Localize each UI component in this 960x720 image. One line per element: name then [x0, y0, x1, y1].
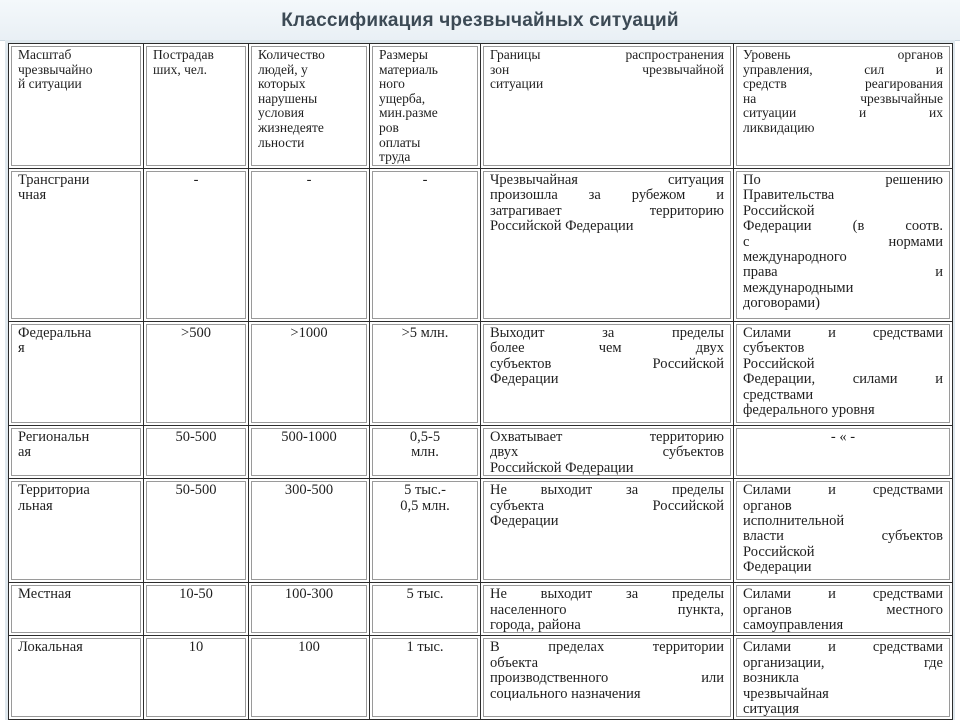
- damage-cell: [370, 169, 481, 322]
- cell-line: Федеральна: [18, 325, 92, 341]
- header-cell-borders: [481, 44, 734, 169]
- cell-line: Федерации (в соотв.: [743, 218, 943, 235]
- table-frame: [5, 40, 955, 720]
- level-cell: [734, 322, 953, 426]
- cell-line: Федерации: [743, 559, 812, 576]
- cell-line: затрагивает территорию: [490, 202, 724, 219]
- cell-line: федерального уровня: [743, 402, 875, 419]
- cell-line: средств реагирования: [743, 76, 943, 92]
- cell-line: й ситуации: [18, 76, 82, 92]
- cell-line: Федерации: [490, 371, 559, 388]
- cell-line: я: [18, 340, 25, 357]
- cell-line: 0,5-5: [409, 429, 441, 445]
- damage-cell: [370, 583, 481, 636]
- cell-line: международного: [743, 249, 847, 266]
- cell-line: Федерации: [490, 513, 559, 530]
- cell-line: Российской Федерации: [490, 218, 634, 235]
- level-cell: [734, 479, 953, 583]
- cell-line: Региональн: [18, 429, 90, 445]
- table-row: [9, 169, 953, 322]
- cell-line: ших, чел.: [153, 61, 208, 77]
- damage-cell: [370, 426, 481, 479]
- cell-line: Охватывает территорию: [490, 429, 724, 445]
- cell-line: субъектов: [743, 340, 805, 357]
- header-cell-victims: [144, 44, 249, 169]
- cell-line: Силами и средствами: [743, 482, 943, 499]
- cell-line: ая: [18, 444, 32, 461]
- scale-cell: [9, 636, 144, 720]
- borders-cell: [481, 426, 734, 479]
- cell-line: производственного или: [490, 670, 724, 687]
- cell-line: субъекта Российской: [490, 497, 724, 514]
- cell-line: зон чрезвычайной: [490, 61, 724, 77]
- cell-line: нарушены: [258, 90, 318, 106]
- cell-line: -: [422, 172, 428, 188]
- borders-cell: [481, 583, 734, 636]
- slide-title: Классификация чрезвычайных ситуаций: [281, 10, 679, 31]
- cell-line: двух субъектов: [490, 444, 724, 461]
- cell-line: ситуации: [490, 76, 544, 92]
- cell-line: чрезвычайная: [743, 685, 829, 702]
- cell-line: Правительства: [743, 187, 835, 204]
- cell-line: материаль: [379, 61, 438, 77]
- cell-line: Российской: [743, 202, 815, 219]
- table-row: [9, 322, 953, 426]
- cell-line: - « -: [830, 429, 856, 445]
- cell-line: оплаты: [379, 134, 421, 150]
- cell-line: Чрезвычайная ситуация: [490, 172, 724, 188]
- table-row: [9, 479, 953, 583]
- cell-line: Уровень органов: [743, 47, 943, 62]
- header-cell-level: [734, 44, 953, 169]
- cell-line: произошла за рубежом и: [490, 187, 724, 204]
- cell-line: Локальная: [18, 639, 83, 656]
- cell-line: ситуация: [743, 701, 800, 718]
- borders-cell: [481, 169, 734, 322]
- borders-cell: [481, 322, 734, 426]
- table-row: [9, 583, 953, 636]
- victims-cell: 10: [144, 636, 249, 720]
- scale-cell: [9, 426, 144, 479]
- level-cell: [734, 636, 953, 720]
- header-cell-damage: [370, 44, 481, 169]
- cell-line: Пострадав: [153, 47, 214, 62]
- cell-line: права и: [743, 264, 943, 281]
- cell-line: международными: [743, 279, 854, 296]
- cell-line: организации, где: [743, 654, 943, 671]
- damage-cell: [370, 636, 481, 720]
- cell-line: ров: [379, 119, 399, 135]
- header-row: [9, 44, 953, 169]
- affected-cell: -: [249, 169, 370, 322]
- cell-line: ного: [379, 76, 405, 92]
- scale-cell: [9, 169, 144, 322]
- cell-line: Не выходит за пределы: [490, 586, 724, 603]
- cell-line: Выходит за пределы: [490, 325, 724, 341]
- victims-cell: -: [144, 169, 249, 322]
- cell-line: Размеры: [379, 47, 428, 62]
- affected-cell: 500-1000: [249, 426, 370, 479]
- victims-cell: >500: [144, 322, 249, 426]
- cell-line: с нормами: [743, 233, 943, 250]
- level-cell: [734, 169, 953, 322]
- cell-line: самоуправления: [743, 617, 844, 634]
- affected-cell: >1000: [249, 322, 370, 426]
- cell-line: По решению: [743, 172, 943, 188]
- cell-line: ситуации и их: [743, 105, 943, 121]
- cell-line: более чем двух: [490, 340, 724, 357]
- cell-line: 5 тыс.-: [404, 482, 446, 499]
- cell-line: Не выходит за пределы: [490, 482, 724, 499]
- cell-line: мин.разме: [379, 105, 438, 121]
- level-cell: [734, 426, 953, 479]
- cell-line: Границы распространения: [490, 47, 724, 62]
- affected-cell: 100-300: [249, 583, 370, 636]
- victims-cell: 50-500: [144, 479, 249, 583]
- scale-cell: [9, 322, 144, 426]
- cell-line: Российской: [743, 355, 815, 372]
- cell-line: Силами и средствами: [743, 639, 943, 656]
- cell-line: жизнедеяте: [258, 119, 324, 135]
- cell-line: населенного пункта,: [490, 601, 724, 618]
- cell-line: Местная: [18, 586, 72, 603]
- cell-line: Количество: [258, 47, 325, 62]
- cell-line: труда: [379, 149, 411, 165]
- cell-line: которых: [258, 76, 306, 92]
- affected-cell: 100: [249, 636, 370, 720]
- borders-cell: [481, 479, 734, 583]
- cell-line: Силами и средствами: [743, 325, 943, 341]
- victims-cell: 50-500: [144, 426, 249, 479]
- damage-cell: [370, 479, 481, 583]
- cell-line: Российской Федерации: [490, 459, 634, 476]
- borders-cell: [481, 636, 734, 720]
- cell-line: Российской: [743, 543, 815, 560]
- cell-line: Масштаб: [18, 47, 72, 62]
- victims-cell: 10-50: [144, 583, 249, 636]
- cell-line: на чрезвычайные: [743, 90, 943, 106]
- cell-line: власти субъектов: [743, 528, 943, 545]
- cell-line: ущерба,: [379, 90, 426, 106]
- cell-line: льная: [18, 497, 53, 514]
- cell-line: субъектов Российской: [490, 355, 724, 372]
- header-cell-affected: [249, 44, 370, 169]
- cell-line: >5 млн.: [401, 325, 449, 341]
- cell-line: Силами и средствами: [743, 586, 943, 603]
- scale-cell: [9, 479, 144, 583]
- cell-line: договорами): [743, 295, 820, 312]
- cell-line: условия: [258, 105, 305, 121]
- header-cell-scale: [9, 44, 144, 169]
- cell-line: чрезвычайно: [18, 61, 93, 77]
- cell-line: млн.: [411, 444, 439, 461]
- table-body: [9, 169, 953, 720]
- scale-cell: [9, 583, 144, 636]
- cell-line: исполнительной: [743, 513, 845, 530]
- cell-line: ликвидацию: [743, 119, 815, 135]
- cell-line: 0,5 млн.: [400, 497, 450, 514]
- cell-line: Федерации, силами и: [743, 371, 943, 388]
- cell-line: 1 тыс.: [406, 639, 444, 656]
- cell-line: льности: [258, 134, 305, 150]
- affected-cell: 300-500: [249, 479, 370, 583]
- cell-line: управления, сил и: [743, 61, 943, 77]
- level-cell: [734, 583, 953, 636]
- damage-cell: [370, 322, 481, 426]
- cell-line: Территориа: [18, 482, 90, 499]
- table-row: [9, 426, 953, 479]
- cell-line: органов местного: [743, 601, 943, 618]
- cell-line: средствами: [743, 386, 814, 403]
- classification-table: [8, 43, 953, 720]
- cell-line: людей, у: [258, 61, 308, 77]
- cell-line: чная: [18, 187, 47, 204]
- cell-line: возникла: [743, 670, 799, 687]
- cell-line: Трансграни: [18, 172, 90, 188]
- cell-line: города, района: [490, 617, 581, 634]
- table-row: [9, 636, 953, 720]
- cell-line: органов: [743, 497, 792, 514]
- cell-line: 5 тыс.: [406, 586, 444, 603]
- cell-line: объекта: [490, 654, 539, 671]
- cell-line: социального назначения: [490, 685, 641, 702]
- cell-line: В пределах территории: [490, 639, 724, 656]
